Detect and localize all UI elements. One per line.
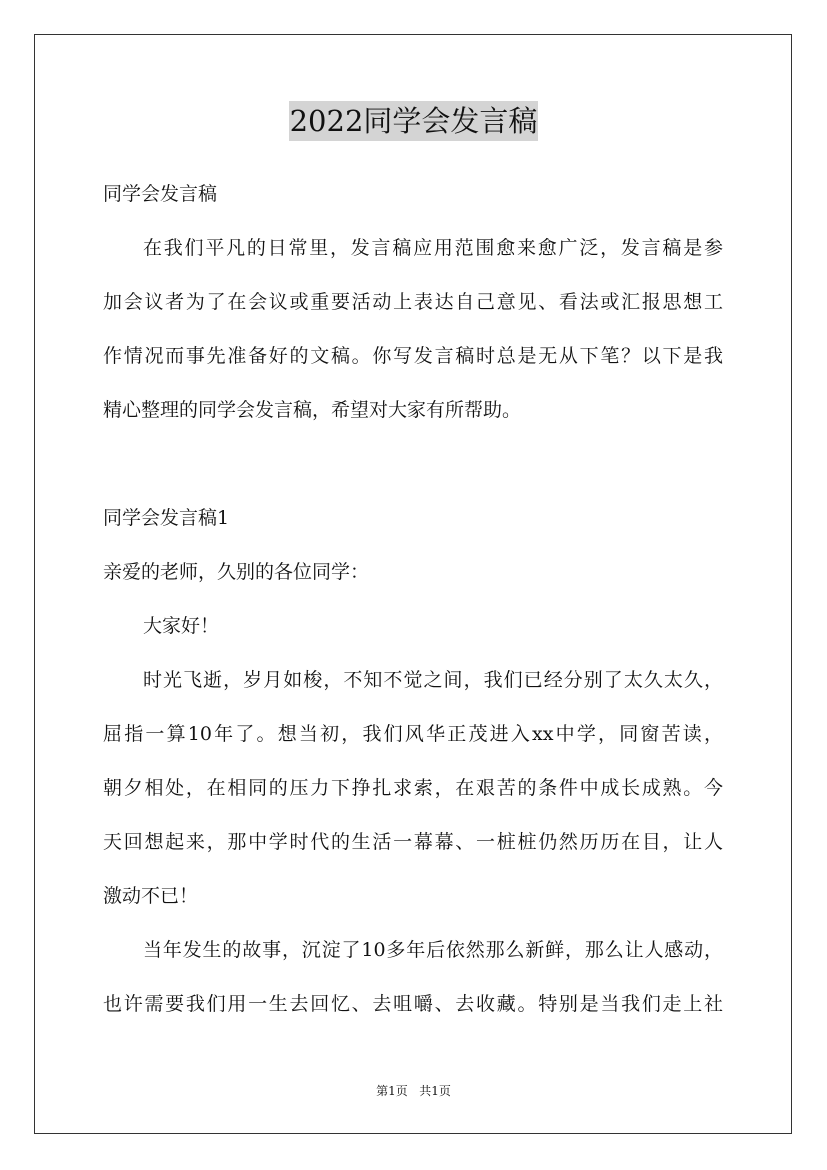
page-number: 第1页 bbox=[376, 1084, 408, 1098]
page-total: 共1页 bbox=[419, 1084, 451, 1098]
paragraph-line: 激动不已！ bbox=[103, 885, 199, 907]
paragraph-line: 当年发生的故事，沉淀了10多年后依然那么新鲜，那么让人感动， bbox=[143, 939, 723, 961]
paragraph-line: 时光飞逝，岁月如梭，不知不觉之间，我们已经分别了太久太久， bbox=[143, 669, 723, 691]
greeting: 大家好！ bbox=[143, 615, 220, 637]
section-heading-1: 同学会发言稿1 bbox=[103, 507, 230, 529]
paragraph-line: 朝夕相处，在相同的压力下挣扎求索，在艰苦的条件中成长成熟。今 bbox=[103, 777, 723, 799]
salutation: 亲爱的老师，久别的各位同学： bbox=[103, 561, 370, 583]
paragraph-line: 作情况而事先准备好的文稿。你写发言稿时总是无从下笔？以下是我 bbox=[103, 345, 723, 367]
paragraph-line: 屈指一算10年了。想当初，我们风华正茂进入xx中学，同窗苦读， bbox=[103, 723, 723, 745]
paragraph-line: 精心整理的同学会发言稿，希望对大家有所帮助。 bbox=[103, 399, 522, 421]
page-footer bbox=[0, 1083, 827, 1099]
paragraph-line: 天回想起来，那中学时代的生活一幕幕、一桩桩仍然历历在目，让人 bbox=[103, 831, 723, 853]
section-heading-intro: 同学会发言稿 bbox=[103, 183, 218, 205]
paragraph-line: 在我们平凡的日常里，发言稿应用范围愈来愈广泛，发言稿是参 bbox=[143, 237, 723, 259]
paragraph-line: 加会议者为了在会议或重要活动上表达自己意见、看法或汇报思想工 bbox=[103, 291, 723, 313]
document-title: 2022同学会发言稿 bbox=[289, 101, 539, 141]
title-container bbox=[0, 101, 827, 141]
paragraph-line: 也许需要我们用一生去回忆、去咀嚼、去收藏。特别是当我们走上社 bbox=[103, 993, 723, 1015]
